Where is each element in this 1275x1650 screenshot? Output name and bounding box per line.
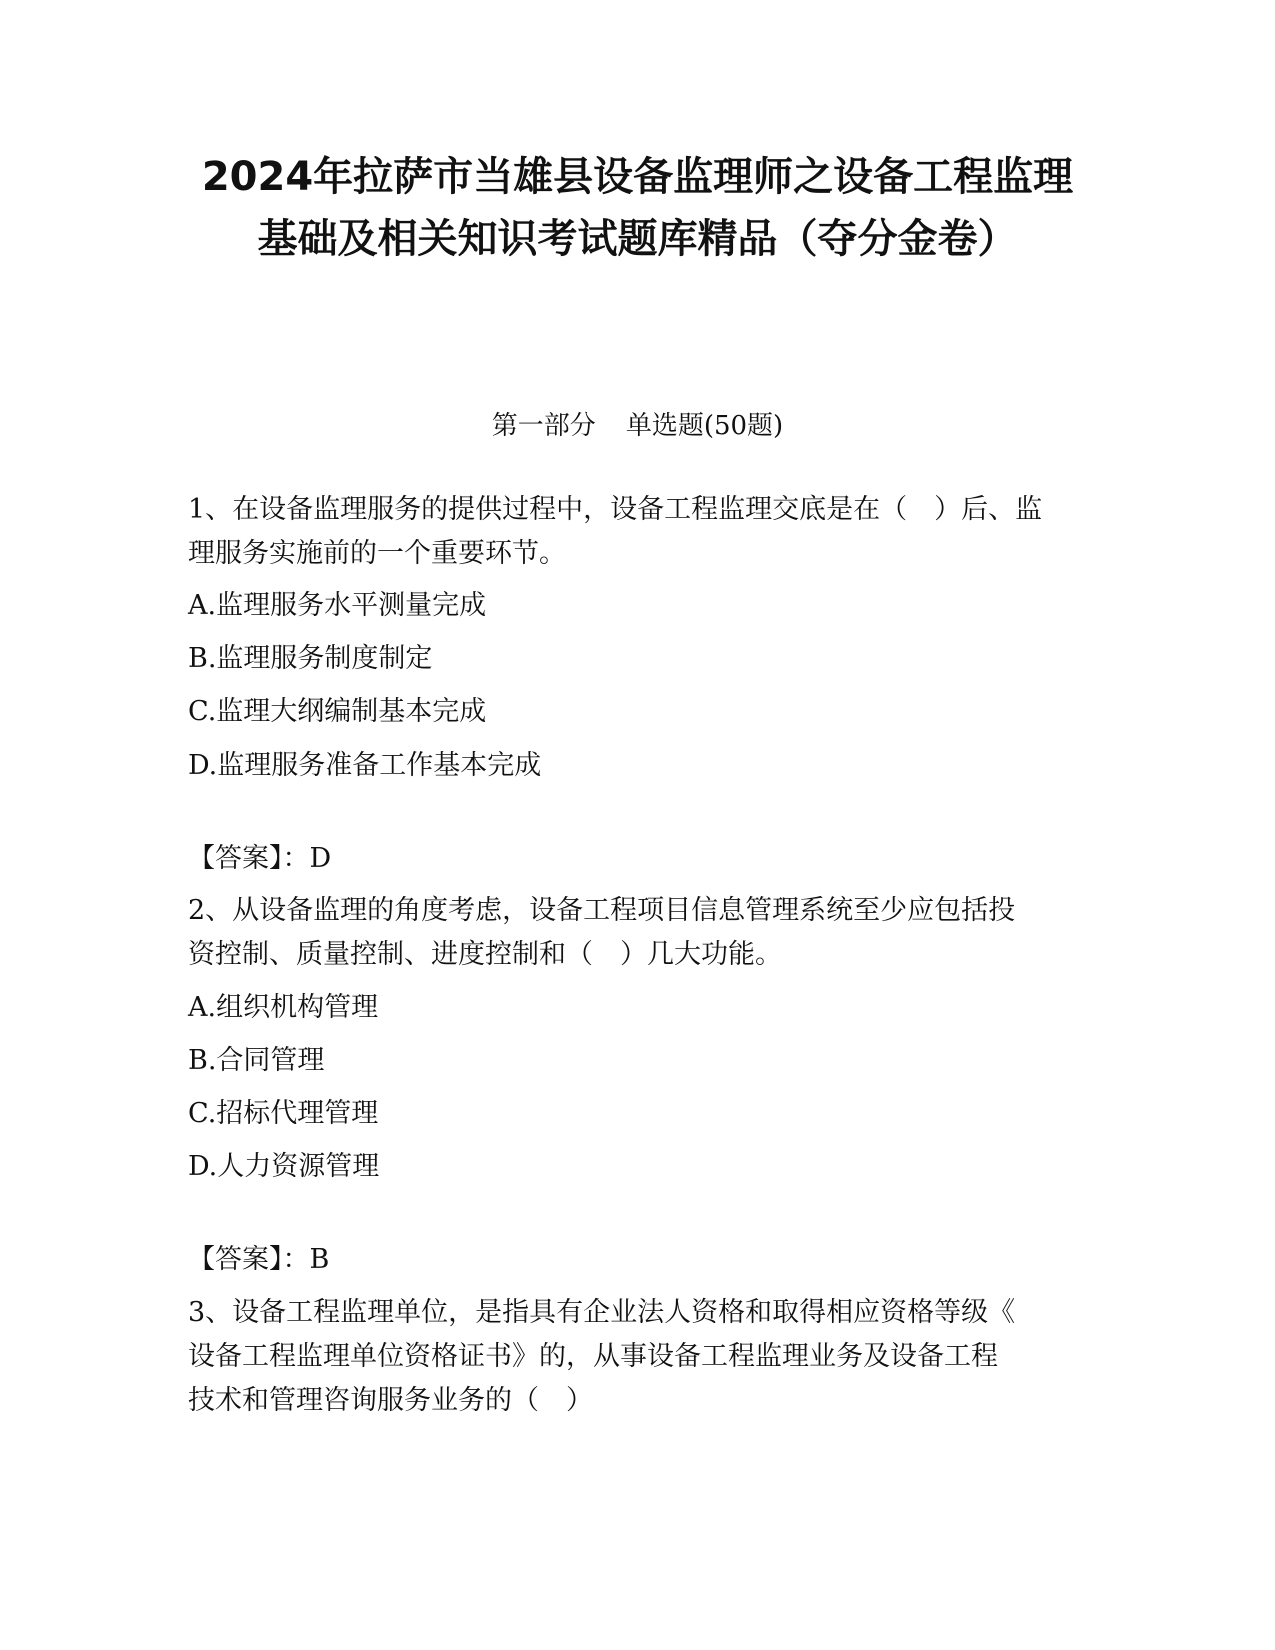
question-2-option-b: B.合同管理 [188, 1045, 325, 1076]
question-2-option-c: C.招标代理管理 [188, 1098, 379, 1129]
question-2-option-a: A.组织机构管理 [188, 992, 379, 1023]
question-3-stem-line-2: 设备工程监理单位资格证书》的，从事设备工程监理业务及设备工程 [188, 1341, 998, 1372]
question-2-stem-line-1: 2、从设备监理的角度考虑，设备工程项目信息管理系统至少应包括投 [188, 895, 1016, 926]
section-heading [0, 408, 1275, 444]
question-1-answer: 【答案】：D [188, 843, 332, 874]
question-1-option-b: B.监理服务制度制定 [188, 643, 433, 674]
question-2-answer: 【答案】：B [188, 1244, 330, 1275]
question-1-option-d: D.监理服务准备工作基本完成 [188, 750, 542, 781]
question-2-option-d: D.人力资源管理 [188, 1151, 380, 1182]
question-1-option-a: A.监理服务水平测量完成 [188, 590, 487, 621]
question-2-stem-line-2: 资控制、质量控制、进度控制和（ ）几大功能。 [188, 939, 782, 970]
section-part: 第一部分 [491, 411, 596, 441]
question-3-stem-line-3: 技术和管理咨询服务业务的（ ） [188, 1385, 593, 1416]
document-title-line-2: 基础及相关知识考试题库精品（夺分金卷） [257, 216, 1018, 262]
question-1-stem-line-1: 1、在设备监理服务的提供过程中，设备工程监理交底是在（ ）后、监 [188, 494, 1043, 525]
question-3-stem-line-1: 3、设备工程监理单位，是指具有企业法人资格和取得相应资格等级《 [188, 1297, 1016, 1328]
document-title-line-1: 2024年拉萨市当雄县设备监理师之设备工程监理 [201, 154, 1074, 200]
question-1-stem-line-2: 理服务实施前的一个重要环节。 [188, 538, 566, 569]
question-1-option-c: C.监理大纲编制基本完成 [188, 696, 487, 727]
section-name: 单选题(50题) [625, 411, 784, 441]
